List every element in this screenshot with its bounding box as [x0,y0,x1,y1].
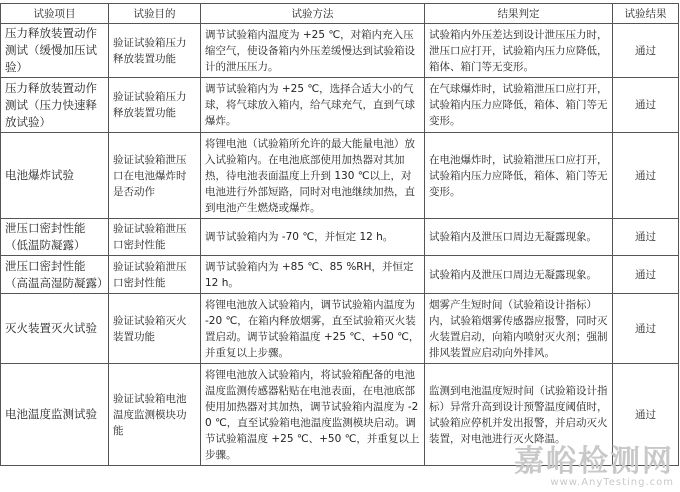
cell-item: 泄压口密封性能（低温防凝露） [1,219,109,256]
cell-item: 电池温度监测试验 [1,364,109,466]
header-test-result: 试验结果 [613,4,679,24]
cell-item: 压力释放装置动作测试（缓慢加压试验） [1,24,109,78]
cell-method: 调节试验箱内温度为 +25 ℃，对箱内充入压缩空气，使设备箱内外压差缓慢达到试验箱设计的泄压压力。 [201,24,425,78]
cell-result: 通过 [613,24,679,78]
cell-method: 将锂电池放入试验箱内，将试验箱配备的电池温度监测传感器粘贴在电池表面，在电池底部使用加热器对其加热，调节试验箱内温度为 -20 ℃，直至试验箱电池温度监测模块启动。调节试验箱温度 +25 ℃、+50 ℃，并重复以上步骤。 [201,364,425,466]
table-header-row [1,4,679,24]
header-test-item: 试验项目 [1,4,109,24]
cell-result: 通过 [613,256,679,294]
table-row [1,294,679,364]
table-row [1,133,679,219]
cell-purpose: 验证试验箱灭火装置功能 [109,294,201,364]
test-results-table [0,3,679,466]
cell-result: 通过 [613,219,679,256]
header-test-purpose: 试验目的 [109,4,201,24]
cell-criteria: 在气球爆炸时，试验箱泄压口应打开，试验箱内压力应降低，箱体、箱门等无变形。 [425,78,613,133]
cell-item: 灭火装置灭火试验 [1,294,109,364]
cell-result: 通过 [613,133,679,219]
table-row [1,256,679,294]
cell-criteria: 试验箱内及泄压口周边无凝露现象。 [425,256,613,294]
watermark-cn: 嘉峪检测网 [514,444,674,479]
cell-criteria: 烟雾产生短时间（试验箱设计指标）内，试验箱烟雾传感器应报警，同时灭火装置启动，向箱内喷射灭火剂；强制排风装置应启动向外排风。 [425,294,613,364]
header-test-method: 试验方法 [201,4,425,24]
cell-method: 调节试验箱内为 +25 ℃，选择合适大小的气球，将气球放入箱内，给气球充气，直到气球爆炸。 [201,78,425,133]
table-row [1,364,679,466]
header-criteria: 结果判定 [425,4,613,24]
watermark-en: www.AnyTesting.com [550,477,674,488]
table-row [1,24,679,78]
cell-criteria: 试验箱内外压差达到设计泄压压力时，泄压口应打开，试验箱内压力应降低，箱体、箱门等无变形。 [425,24,613,78]
cell-result: 通过 [613,78,679,133]
table-row [1,78,679,133]
cell-result: 通过 [613,294,679,364]
cell-purpose: 验证试验箱泄压口在电池爆炸时是否动作 [109,133,201,219]
cell-item: 压力释放装置动作测试（压力快速释放试验） [1,78,109,133]
cell-criteria: 监测到电池温度短时间（试验箱设计指标）异常升高到设计预警温度阈值时，试验箱应停机并发出报警，并启动灭火装置，对电池进行灭火降温。 [425,364,613,466]
cell-purpose: 验证试验箱泄压口密封性能 [109,219,201,256]
cell-item: 电池爆炸试验 [1,133,109,219]
cell-purpose: 验证试验箱压力释放装置功能 [109,24,201,78]
cell-method: 调节试验箱内为 -70 ℃，并恒定 12 h。 [201,219,425,256]
cell-method: 调节试验箱内为 +85 ℃、85 %RH，并恒定 12 h。 [201,256,425,294]
cell-method: 将锂电池放入试验箱内，调节试验箱内温度为 -20 ℃，在箱内释放烟雾，直至试验箱灭火装置启动。调节试验箱温度 +25 ℃、+50 ℃，并重复以上步骤。 [201,294,425,364]
cell-criteria: 试验箱内及泄压口周边无凝露现象。 [425,219,613,256]
cell-purpose: 验证试验箱压力释放装置功能 [109,78,201,133]
table-row [1,219,679,256]
cell-purpose: 验证试验箱泄压口密封性能 [109,256,201,294]
cell-purpose: 验证试验箱电池温度监测模块功能 [109,364,201,466]
cell-item: 泄压口密封性能（高温高湿防凝露） [1,256,109,294]
cell-method: 将锂电池（试验箱所允许的最大能量电池）放入试验箱内。在电池底部使用加热器对其加热，待电池表面温度上升到 130 ℃以上，对电池进行外部短路，同时对电池继续加热，直到电池产生燃烧或爆炸。 [201,133,425,219]
cell-result: 通过 [613,364,679,466]
cell-criteria: 在电池爆炸时，试验箱泄压口应打开，试验箱内压力应降低，箱体、箱门等无变形。 [425,133,613,219]
